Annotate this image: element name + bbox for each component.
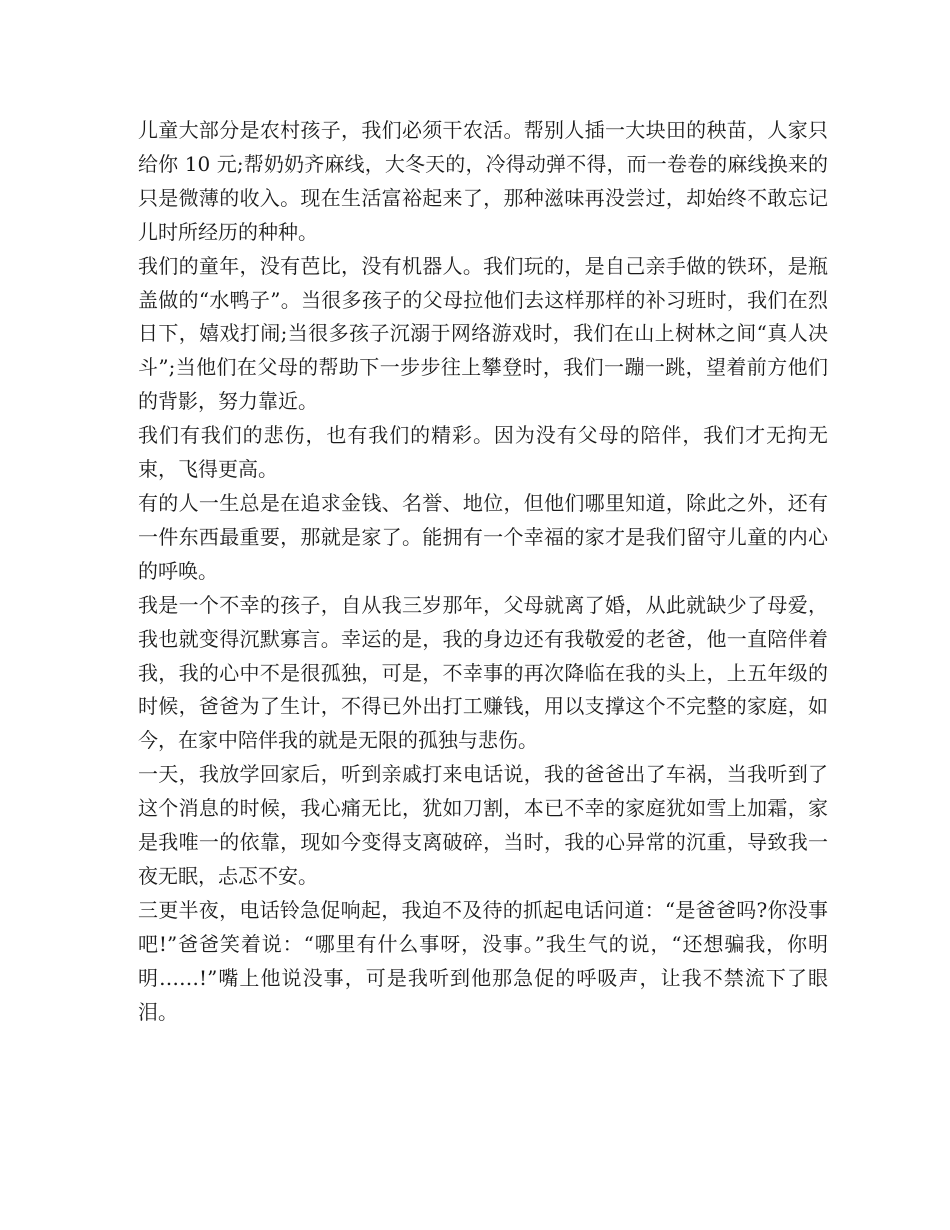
paragraph-3: 我们有我们的悲伤，也有我们的精彩。因为没有父母的陪伴，我们才无拘无束，飞得更高。 bbox=[138, 423, 828, 482]
paragraph-6: 一天，我放学回家后，听到亲戚打来电话说，我的爸爸出了车祸，当我听到了这个消息的时候，我心痛无比，犹如刀割，本已不幸的家庭犹如雪上加霜，家是我唯一的依靠，现如今变得支离破碎，当时，我的心异常的沉重，导致我一夜无眠，忐忑不安。 bbox=[138, 762, 828, 888]
document-body bbox=[138, 114, 828, 1029]
paragraph-1: 儿童大部分是农村孩子，我们必须干农活。帮别人插一大块田的秧苗，人家只给你 10 元;帮奶奶齐麻线，大冬天的，冷得动弹不得，而一卷卷的麻线换来的只是微薄的收入。现在生活富裕起来了，那种滋味再没尝过，却始终不敢忘记儿时所经历的种种。 bbox=[138, 118, 828, 244]
paragraph-4: 有的人一生总是在追求金钱、名誉、地位，但他们哪里知道，除此之外，还有一件东西最重要，那就是家了。能拥有一个幸福的家才是我们留守儿童的内心的呼唤。 bbox=[138, 490, 828, 583]
paragraph-2: 我们的童年，没有芭比，没有机器人。我们玩的，是自己亲手做的铁环，是瓶盖做的“水鸭子”。当很多孩子的父母拉他们去这样那样的补习班时，我们在烈日下，嬉戏打闹;当很多孩子沉溺于网络游戏时，我们在山上树林之间“真人决斗”;当他们在父母的帮助下一步步往上攀登时，我们一蹦一跳，望着前方他们的背影，努力靠近。 bbox=[138, 253, 828, 414]
paragraph-5: 我是一个不幸的孩子，自从我三岁那年，父母就离了婚，从此就缺少了母爱，我也就变得沉默寡言。幸运的是，我的身边还有我敬爱的老爸，他一直陪伴着我，我的心中不是很孤独，可是，不幸事的再次降临在我的头上，上五年级的时候，爸爸为了生计，不得已外出打工赚钱，用以支撑这个不完整的家庭，如今，在家中陪伴我的就是无限的孤独与悲伤。 bbox=[138, 592, 828, 753]
paragraph-7: 三更半夜，电话铃急促响起，我迫不及待的抓起电话问道：“是爸爸吗?你没事吧!”爸爸笑着说：“哪里有什么事呀，没事。”我生气的说，“还想骗我，你明明……!”嘴上他说没事，可是我听到他那急促的呼吸声，让我不禁流下了眼泪。 bbox=[138, 897, 828, 1024]
